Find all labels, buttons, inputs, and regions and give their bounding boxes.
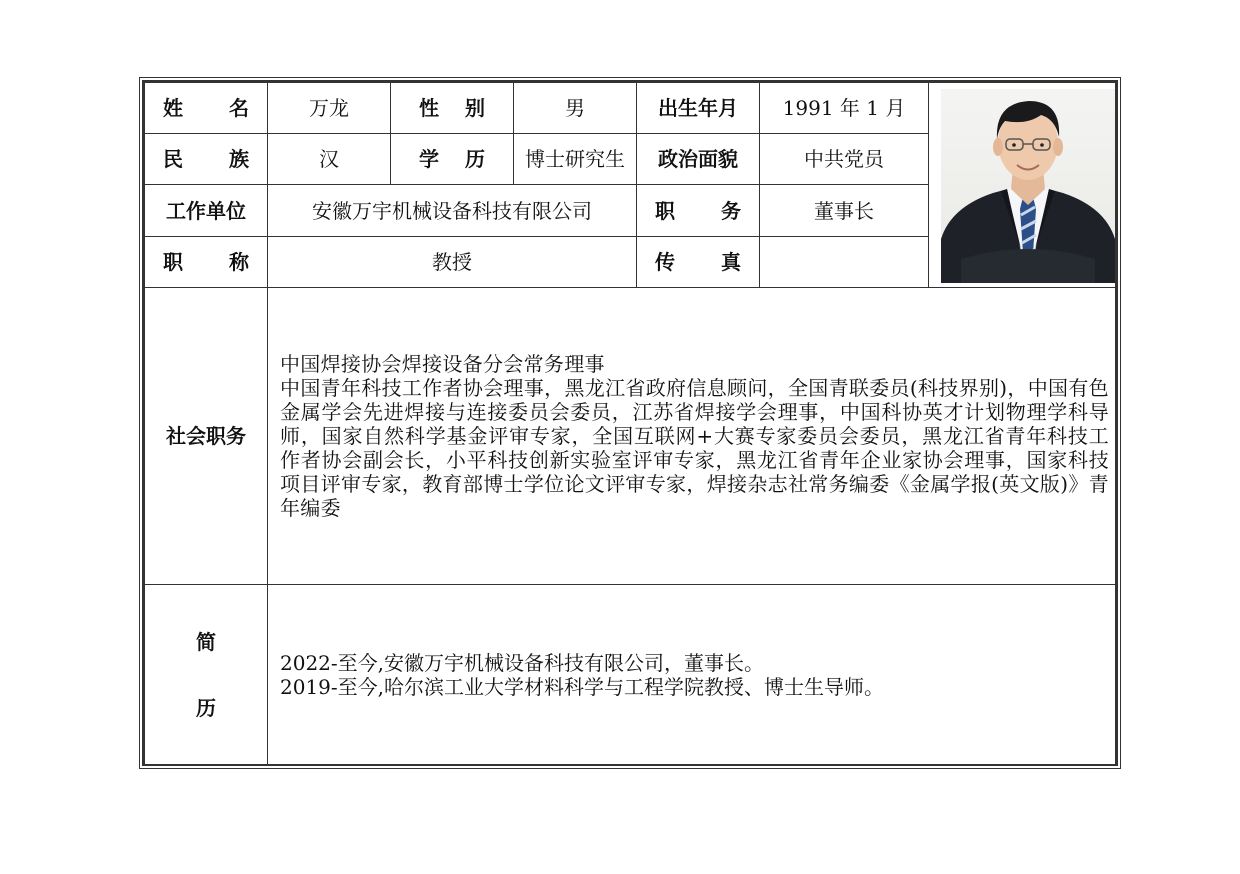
portrait-photo [941, 89, 1115, 283]
fax-value [760, 237, 929, 288]
education-value: 博士研究生 [514, 134, 637, 185]
birth-label: 出生年月 [637, 83, 760, 134]
ethnicity-label: 民族 [145, 134, 268, 185]
resume-label-bottom: 历 [196, 695, 216, 720]
photo-cell [929, 83, 1116, 288]
position-label: 职务 [637, 185, 760, 237]
social-duties-label: 社会职务 [145, 288, 268, 585]
social-duties-content [268, 288, 1116, 585]
gender-label: 性别 [391, 83, 514, 134]
table-row [145, 83, 1116, 134]
political-value: 中共党员 [760, 134, 929, 185]
title-label: 职称 [145, 237, 268, 288]
birth-value: 1991 年 1 月 [760, 83, 929, 134]
title-value: 教授 [268, 237, 637, 288]
social-duties-paragraph: 中国青年科技工作者协会理事，黑龙江省政府信息顾问，全国青联委员(科技界别)，中国有色金属学会先进焊接与连接委员会委员，江苏省焊接学会理事，中国科协英才计划物理学科导师，国家自然科学基金评审专家，全国互联网+大赛专家委员会委员，黑龙江省青年科技工作者协会副会长，小平科技创新实验室评审专家，黑龙江省青年企业家协会理事，国家科技项目评审专家，教育部博士学位论文评审专家，焊接杂志社常务编委《金属学报(英文版)》青年编委 [280, 376, 1109, 520]
name-label: 姓名 [145, 83, 268, 134]
fax-label: 传真 [637, 237, 760, 288]
social-duties-first-line: 中国焊接协会焊接设备分会常务理事 [280, 352, 605, 376]
political-label: 政治面貌 [637, 134, 760, 185]
gender-value: 男 [514, 83, 637, 134]
position-value: 董事长 [760, 185, 929, 237]
table-row [145, 288, 1116, 585]
portrait-illustration [941, 89, 1115, 283]
resume-label [145, 585, 268, 765]
profile-form [142, 80, 1118, 766]
resume-line-2: 2019-至今,哈尔滨工业大学材料科学与工程学院教授、博士生导师。 [280, 674, 885, 699]
education-label: 学历 [391, 134, 514, 185]
resume-label-top: 简 [196, 629, 216, 654]
table-row [145, 585, 1116, 765]
resume-line-1: 2022-至今,安徽万宇机械设备科技有限公司，董事长。 [280, 650, 765, 675]
profile-table [144, 82, 1116, 765]
name-value: 万龙 [268, 83, 391, 134]
ethnicity-value: 汉 [268, 134, 391, 185]
employer-label: 工作单位 [145, 185, 268, 237]
employer-value: 安徽万宇机械设备科技有限公司 [268, 185, 637, 237]
resume-content [268, 585, 1116, 765]
